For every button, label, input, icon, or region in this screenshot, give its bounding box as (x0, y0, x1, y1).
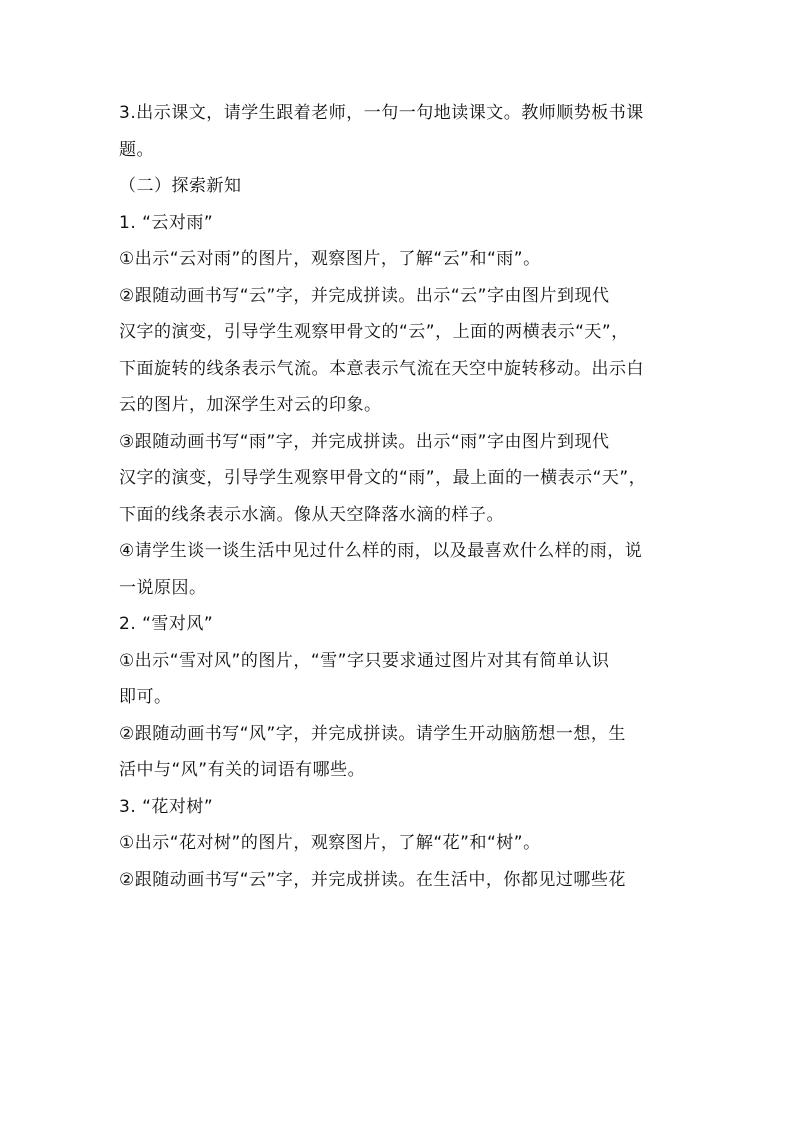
text-line: 即可。 (119, 687, 172, 707)
subsection-heading: 3. “花对树” (119, 796, 214, 817)
text-line: 汉字的演变，引导学生观察甲骨文的“云”，上面的两横表示“天”， (119, 322, 629, 342)
text-line: 汉字的演变，引导学生观察甲骨文的“雨”，最上面的一横表示“天”， (119, 468, 647, 488)
text-line: 一说原因。 (119, 577, 207, 598)
text-line: ②跟随动画书写“云”字，并完成拼读。在生活中，你都见过哪些花 (119, 869, 626, 890)
subsection-heading: 2. “雪对风” (119, 614, 214, 634)
text-line: ①出示“花对树”的图片，观察图片，了解“花”和“树”。 (119, 833, 541, 853)
document-body (119, 103, 679, 890)
text-line: ②跟随动画书写“风”字，并完成拼读。请学生开动脑筋想一想，生 (119, 723, 626, 744)
text-line: 题。 (119, 139, 154, 160)
text-line: ③跟随动画书写“雨”字，并完成拼读。出示“雨”字由图片到现代 (119, 431, 610, 452)
text-line: ④请学生谈一谈生活中见过什么样的雨，以及最喜欢什么样的雨，说 (119, 541, 643, 561)
text-line: 下面的线条表示水滴。像从天空降落水滴的样子。 (119, 504, 504, 525)
section-heading: （二）探索新知 (119, 176, 242, 196)
text-line: 3.出示课文，请学生跟着老师，一句一句地读课文。教师顺势板书课 (119, 103, 644, 123)
subsection-heading: 1. “云对雨” (119, 212, 214, 233)
text-line: 云的图片，加深学生对云的印象。 (119, 395, 382, 415)
text-line: ①出示“云对雨”的图片，观察图片，了解“云”和“雨”。 (119, 249, 541, 269)
text-line: 活中与“风”有关的词语有哪些。 (119, 760, 366, 780)
text-line: ①出示“雪对风”的图片，“雪”字只要求通过图片对其有简单认识 (119, 650, 610, 671)
text-line: 下面旋转的线条表示气流。本意表示气流在天空中旋转移动。出示白 (119, 358, 644, 379)
text-line: ②跟随动画书写“云”字，并完成拼读。出示“云”字由图片到现代 (119, 285, 610, 306)
